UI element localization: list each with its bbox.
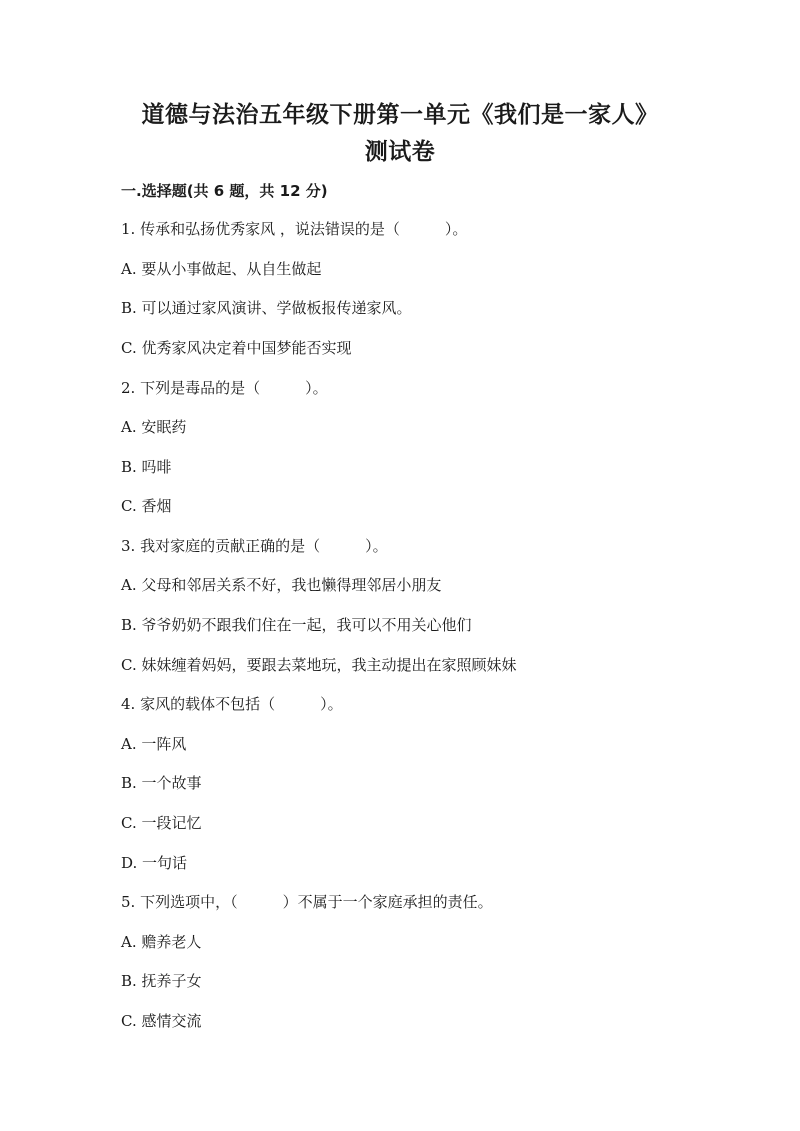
option-4d: D. 一句话 [121, 854, 188, 872]
page-subtitle: 测试卷 [364, 139, 436, 165]
option-4a: A. 一阵风 [121, 735, 187, 753]
option-5b: B. 抚养子女 [121, 972, 202, 990]
option-3b: B. 爷爷奶奶不跟我们住在一起，我可以不用关心他们 [121, 616, 472, 634]
question-3: 3. 我对家庭的贡献正确的是（ ）。 [121, 537, 388, 555]
option-3c: C. 妹妹缠着妈妈，要跟去菜地玩，我主动提出在家照顾妹妹 [121, 656, 517, 674]
question-5: 5. 下列选项中，（ ）不属于一个家庭承担的责任。 [121, 893, 493, 911]
option-1a: A. 要从小事做起、从自生做起 [121, 260, 322, 278]
question-2: 2. 下列是毒品的是（ ）。 [121, 379, 328, 397]
question-1: 1. 传承和弘扬优秀家风 ，说法错误的是（ ）。 [121, 220, 468, 238]
option-4b: B. 一个故事 [121, 774, 202, 792]
option-5a: A. 赡养老人 [121, 933, 202, 951]
section-heading: 一.选择题(共 6 题，共 12 分) [121, 182, 328, 200]
option-1c: C. 优秀家风决定着中国梦能否实现 [121, 339, 352, 357]
option-5c: C. 感情交流 [121, 1012, 202, 1030]
option-2c: C. 香烟 [121, 497, 172, 515]
option-3a: A. 父母和邻居关系不好，我也懒得理邻居小朋友 [121, 576, 442, 594]
option-1b: B. 可以通过家风演讲、学做板报传递家风。 [121, 299, 412, 317]
page-title: 道德与法治五年级下册第一单元《我们是一家人》 [141, 102, 659, 128]
option-2b: B. 吗啡 [121, 458, 172, 476]
option-2a: A. 安眠药 [121, 418, 187, 436]
option-4c: C. 一段记忆 [121, 814, 202, 832]
question-4: 4. 家风的载体不包括（ ）。 [121, 695, 343, 713]
